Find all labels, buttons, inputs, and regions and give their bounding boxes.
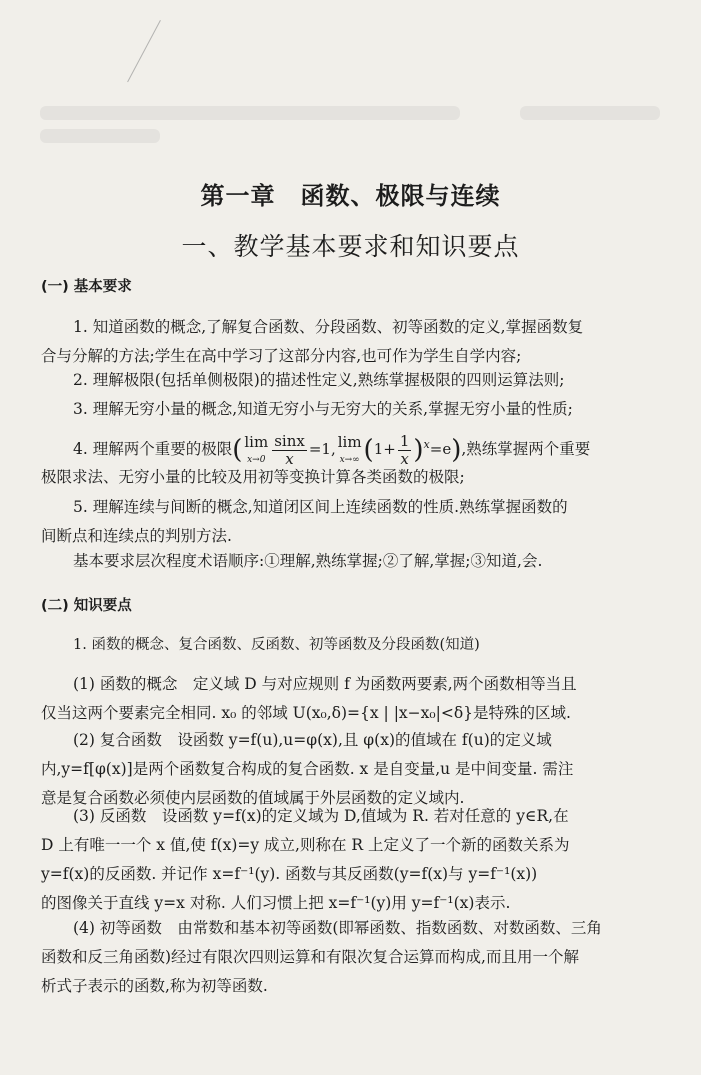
- req-3-text: 3. 理解无穷小量的概念,知道无穷小与无穷大的关系,掌握无穷小量的性质;: [73, 400, 573, 418]
- scan-mark: [127, 20, 161, 82]
- kp-1-1-line-1: (1) 函数的概念 定义域 D 与对应规则 f 为函数两要素,两个函数相等当且: [73, 675, 577, 693]
- bleed-through-text: [520, 106, 660, 120]
- chapter-title: 第一章 函数、极限与连续: [200, 181, 501, 210]
- kp-1-3-line-2: D 上有唯一一个 x 值,使 f(x)=y 成立,则称在 R 上定义了一个新的函数关系为: [41, 836, 570, 854]
- lim-2-sub: x→∞: [339, 455, 360, 465]
- equals-one: =1,: [308, 440, 336, 458]
- equals-e: =e: [429, 440, 452, 458]
- kp-1-1-line-2: 仅当这两个要素完全相同. x₀ 的邻域 U(x₀,δ)={x | |x−x₀|<δ}是特殊的区域.: [41, 704, 571, 722]
- kp-1-4-line-3: 析式子表示的函数,称为初等函数.: [41, 977, 268, 995]
- kp-1-3-line-3: y=f(x)的反函数. 并记作 x=f⁻¹(y). 函数与其反函数(y=f(x)与 y=f⁻¹(x)): [41, 865, 538, 883]
- kp-inverse-function: [41, 802, 657, 918]
- exponent-x: x: [423, 438, 430, 451]
- fraction-1-num: sinx: [274, 432, 305, 450]
- req-4-prefix: 4. 理解两个重要的极限: [73, 440, 233, 458]
- lim-operator-1: [244, 435, 268, 465]
- req-4-line-2: 极限求法、无穷小量的比较及用初等变换计算各类函数的极限;: [41, 468, 465, 486]
- heading-basic-requirements: (一) 基本要求: [41, 279, 132, 295]
- heading-knowledge-points: (二) 知识要点: [41, 598, 132, 614]
- requirement-3: [41, 395, 657, 424]
- fraction-2-num: 1: [399, 432, 410, 450]
- requirement-5: [41, 493, 657, 551]
- req-2-text: 2. 理解极限(包括单侧极限)的描述性定义,熟练掌握极限的四则运算法则;: [73, 371, 565, 389]
- fraction-sinx-over-x: [272, 433, 307, 467]
- kp-1-4-line-2: 函数和反三角函数)经过有限次四则运算和有限次复合运算而构成,而且用一个解: [41, 948, 579, 966]
- bleed-through-text: [40, 106, 460, 120]
- kp-function-concept: [41, 670, 657, 728]
- requirement-terms: [41, 547, 657, 576]
- fraction-1-over-x: [398, 433, 412, 467]
- limit-formulas: ( lim x→0 $\frac{\sin x}{x}$ =1, lim x→∞ (1+ $\frac{1}{x}$ )$^x$=e): [232, 432, 462, 468]
- lim-operator-2: [338, 435, 362, 465]
- requirement-4: [41, 426, 657, 468]
- lim-1-sub: x→0: [247, 455, 266, 465]
- req-5-line-1: 5. 理解连续与间断的概念,知道闭区间上连续函数的性质.熟练掌握函数的: [73, 498, 568, 516]
- lim-2-symbol: lim: [337, 433, 362, 451]
- requirement-4-cont: [41, 463, 657, 492]
- terms-text: 基本要求层次程度术语顺序:①理解,熟练掌握;②了解,掌握;③知道,会.: [73, 552, 543, 570]
- fraction-2-den: x: [400, 449, 409, 468]
- kp-1-2-line-1: (2) 复合函数 设函数 y=f(u),u=φ(x),且 φ(x)的值域在 f(u)的定义域: [73, 731, 552, 749]
- kp-elementary-function: [41, 914, 657, 1001]
- kp-1-3-line-1: (3) 反函数 设函数 y=f(x)的定义域为 D,值域为 R. 若对任意的 y∈R,在: [73, 807, 569, 825]
- req-4-suffix: ,熟练掌握两个重要: [461, 440, 591, 458]
- req-1-line-2: 合与分解的方法;学生在高中学习了这部分内容,也可作为学生自学内容;: [41, 347, 522, 365]
- knowledge-point-1-title: [41, 631, 657, 660]
- lim-1-symbol: lim: [244, 433, 269, 451]
- kp-1-2-line-2: 内,y=f[φ(x)]是两个函数复合构成的复合函数. x 是自变量,u 是中间变量. 需注: [41, 760, 574, 778]
- kp-1-2-line-3: 意是复合函数必须使内层函数的值域属于外层函数的定义域内.: [41, 789, 465, 807]
- requirement-2: [41, 366, 657, 395]
- req-5-line-2: 间断点和连续点的判别方法.: [41, 527, 232, 545]
- one-plus: 1+: [373, 440, 396, 458]
- kp-1-4-line-1: (4) 初等函数 由常数和基本初等函数(即幂函数、指数函数、对数函数、三角: [73, 919, 602, 937]
- kp-1-3-line-4: 的图像关于直线 y=x 对称. 人们习惯上把 x=f⁻¹(y)用 y=f⁻¹(x)表示.: [41, 894, 511, 912]
- requirement-1: [41, 313, 657, 371]
- kp-1-text: 1. 函数的概念、复合函数、反函数、初等函数及分段函数(知道): [73, 637, 480, 653]
- bleed-through-text: [40, 129, 160, 143]
- kp-composite-function: [41, 726, 657, 813]
- section-title: 一、教学基本要求和知识要点: [181, 232, 520, 261]
- req-1-line-1: 1. 知道函数的概念,了解复合函数、分段函数、初等函数的定义,掌握函数复: [73, 318, 584, 336]
- fraction-1-den: x: [285, 449, 294, 468]
